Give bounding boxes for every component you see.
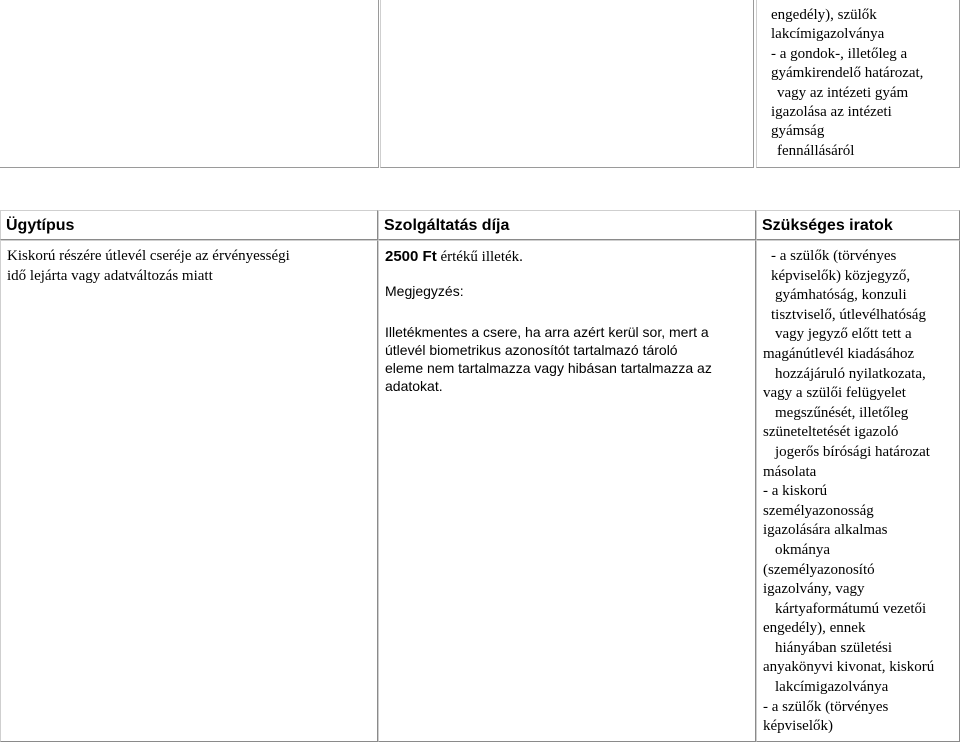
docs-line: engedély), ennek [763, 620, 866, 637]
docs-line: kártyaformátumú vezetői [775, 600, 927, 617]
services-table [0, 210, 960, 742]
docs-line: személyazonosság [763, 502, 874, 519]
note-line: adatokat. [385, 378, 443, 395]
docs-line: lakcímigazolványa [775, 679, 889, 696]
type-line: idő lejárta vagy adatváltozás miatt [7, 267, 213, 284]
note-text [385, 323, 751, 395]
note-line: eleme nem tartalmazza vagy hibásan tartalmazza az [385, 360, 712, 377]
fragment-cell-fee [380, 0, 754, 168]
fragment-docs-line: fennállásáról [777, 142, 855, 159]
docs-line: gyámhatóság, konzuli [775, 287, 907, 304]
type-line: Kiskorú részére útlevél cseréje az érvényességi [7, 248, 290, 264]
header-type-label: Ügytípus [6, 217, 75, 234]
table-fragment-top [0, 0, 960, 168]
fragment-cell-docs [756, 0, 960, 168]
fragment-cell-type [0, 0, 379, 168]
fragment-docs-line: vagy az intézeti gyám [777, 84, 909, 101]
header-docs [756, 210, 960, 240]
fragment-docs-line: gyámkirendelő határozat, [771, 65, 924, 82]
docs-line: szüneteltetését igazoló [763, 424, 899, 441]
docs-line: (személyazonosító [763, 561, 875, 578]
fragment-docs-line: gyámság [771, 123, 825, 140]
table-row-type [0, 240, 378, 742]
docs-line: vagy jegyző előtt tett a [775, 326, 912, 343]
docs-line: képviselők) közjegyző, [771, 267, 911, 284]
docs-line: megszűnését, illetőleg [775, 404, 909, 421]
header-fee-label: Szolgáltatás díja [384, 217, 510, 234]
header-type [0, 210, 378, 240]
docs-line: jogerős bírósági határozat [775, 443, 930, 460]
docs-line: - a szülők (törvényes [771, 248, 897, 264]
note-line: Illetékmentes a csere, ha arra azért kerül sor, mert a [385, 324, 709, 341]
note-label: Megjegyzés: [385, 282, 464, 299]
header-fee [378, 210, 756, 240]
fee-suffix: értékű illeték. [440, 249, 523, 265]
docs-line: tisztviselő, útlevélhatóság [771, 306, 926, 323]
table-row-fee [378, 240, 756, 742]
docs-line: vagy a szülői felügyelet [763, 385, 906, 402]
fee-line [385, 247, 751, 268]
fragment-docs-line: igazolása az intézeti [771, 104, 892, 121]
fragment-docs-line: lakcímigazolványa [771, 26, 885, 43]
fragment-docs-line: - a gondok-, illetőleg a [771, 45, 908, 62]
docs-line: anyakönyvi kivonat, kiskorú [763, 659, 935, 676]
note-line: útlevél biometrikus azonosítót tartalmazó tároló [385, 342, 678, 359]
docs-line: igazolására alkalmas [763, 522, 888, 539]
docs-line: magánútlevél kiadásához [763, 345, 915, 362]
docs-line: hozzájáruló nyilatkozata, [775, 365, 926, 382]
docs-line: hiányában születési [775, 639, 893, 656]
docs-line: másolata [763, 463, 817, 480]
table-row-docs [756, 240, 960, 742]
docs-line: - a kiskorú [763, 483, 828, 500]
fee-amount: 2500 Ft [385, 248, 437, 265]
docs-line: okmánya [775, 541, 830, 558]
fragment-docs-text [757, 0, 959, 161]
docs-line: - a szülők (törvényes [763, 698, 889, 715]
docs-line: igazolvány, vagy [763, 581, 865, 598]
docs-line: képviselők) [763, 718, 833, 735]
header-docs-label: Szükséges iratok [762, 217, 893, 234]
fragment-docs-line: engedély), szülők [771, 7, 877, 23]
